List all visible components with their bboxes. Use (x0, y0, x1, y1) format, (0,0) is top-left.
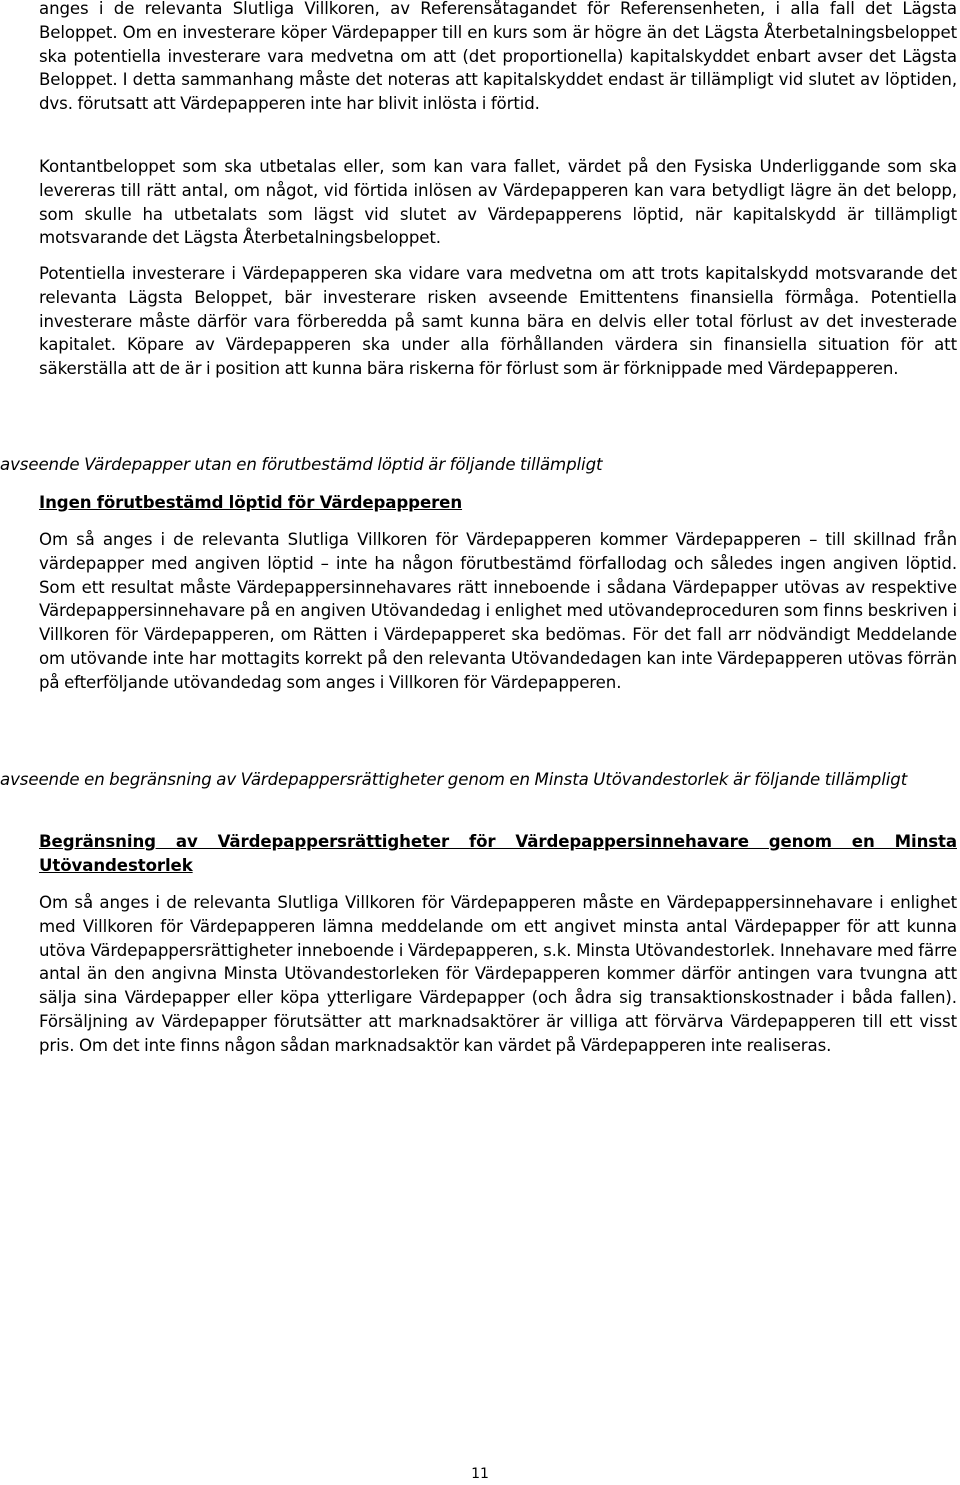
heading-minimum-exercise: Begränsning av Värdepappersrättigheter för Värdepappersinnehavare genom en Minsta Utövandestorlek (39, 832, 957, 875)
page-number: 11 (471, 1466, 489, 1482)
intro-paragraph: anges i de relevanta Slutliga Villkoren, av Referensåtagandet för Referensenheten, i alla fall det Lägsta Beloppet. Om en investerare köper Värdepapper till en kurs som är högre än det Lägsta Återbetalningsbeloppet ska potentiella investerare vara medvetna om att (det proportionella) kapitalskyddet enbart avser det Lägsta Beloppet. I detta sammanhang måste det noteras att kapitalskyddet endast är tillämpligt vid slutet av löptiden, dvs. förutsatt att Värdepapperen inte har blivit inlösta i förtid. (39, 0, 957, 114)
early-redemption-paragraph: Kontantbeloppet som ska utbetalas eller, som kan vara fallet, värdet på den Fysiska Underliggande som ska levereras till rätt antal, om något, vid förtida inlösen av Värdepapperen kan vara betydligt lägre än det belopp, som skulle ha utbetalats som lägst vid slutet av Värdepapperens löptid, när kapitalskydd är tillämpligt motsvarande det Lägsta Återbetalningsbeloppet. (39, 157, 957, 248)
section-label-minimum-exercise: avseende en begränsning av Värdepappersrättigheter genom en Minsta Utövandestorlek är följande tillämpligt (0, 770, 908, 789)
section-label-no-maturity: avseende Värdepapper utan en förutbestämd löptid är följande tillämpligt (0, 455, 603, 474)
no-maturity-paragraph: Om så anges i de relevanta Slutliga Villkoren för Värdepapperen kommer Värdepapperen – till skillnad från värdepapper med angiven löptid – inte ha någon förutbestämd förfallodag och således ingen angiven löptid. Som ett resultat måste Värdepappersinnehavares rätt inneboende i sådana Värdepapper utövas av respektive Värdepappersinnehavare på en angiven Utövandedag i enlighet med utövandeproceduren som finns beskriven i Villkoren för Värdepapperen, om Rätten i Värdepapperet ska bedömas. För det fall arr nödvändigt Meddelande om utövande inte har mottagits korrekt på den relevanta Utövandedagen kan inte Värdepapperen utövas förrän på efterföljande utövandedag som anges i Villkoren för Värdepapperen. (39, 530, 957, 692)
heading-no-maturity: Ingen förutbestämd löptid för Värdepapperen (39, 493, 463, 512)
issuer-risk-paragraph: Potentiella investerare i Värdepapperen ska vidare vara medvetna om att trots kapitalskydd motsvarande det relevanta Lägsta Beloppet, bär investerare risken avseende Emittentens finansiella förmåga. Potentiella investerare måste därför vara förberedda på samt kunna bära en delvis eller total förlust av det investerade kapitalet. Köpare av Värdepapperen ska under alla förhållanden värdera sin finansiella situation för att säkerställa att de är i position att kunna bära riskerna för förlust som är förknippade med Värdepapperen. (39, 264, 957, 379)
minimum-exercise-paragraph: Om så anges i de relevanta Slutliga Villkoren för Värdepapperen måste en Värdepappersinnehavare i enlighet med Villkoren för Värdepapperen lämna meddelande om ett angivet minsta antal Värdepapper för att kunna utöva Värdepappersrättigheter inneboende i Värdepapperen, s.k. Minsta Utövandestorlek. Innehavare med färre antal än den angivna Minsta Utövandestorleken för Värdepapperen kommer därför antingen vara tvungna att sälja sina Värdepapper eller köpa ytterligare Värdepapper (och ådra sig transaktionskostnader i båda fallen). Försäljning av Värdepapper förutsätter att marknadsaktörer är villiga att förvärva Värdepapperen till ett visst pris. Om det inte finns någon sådan marknadsaktör kan värdet på Värdepapperen inte realiseras. (39, 893, 957, 1055)
